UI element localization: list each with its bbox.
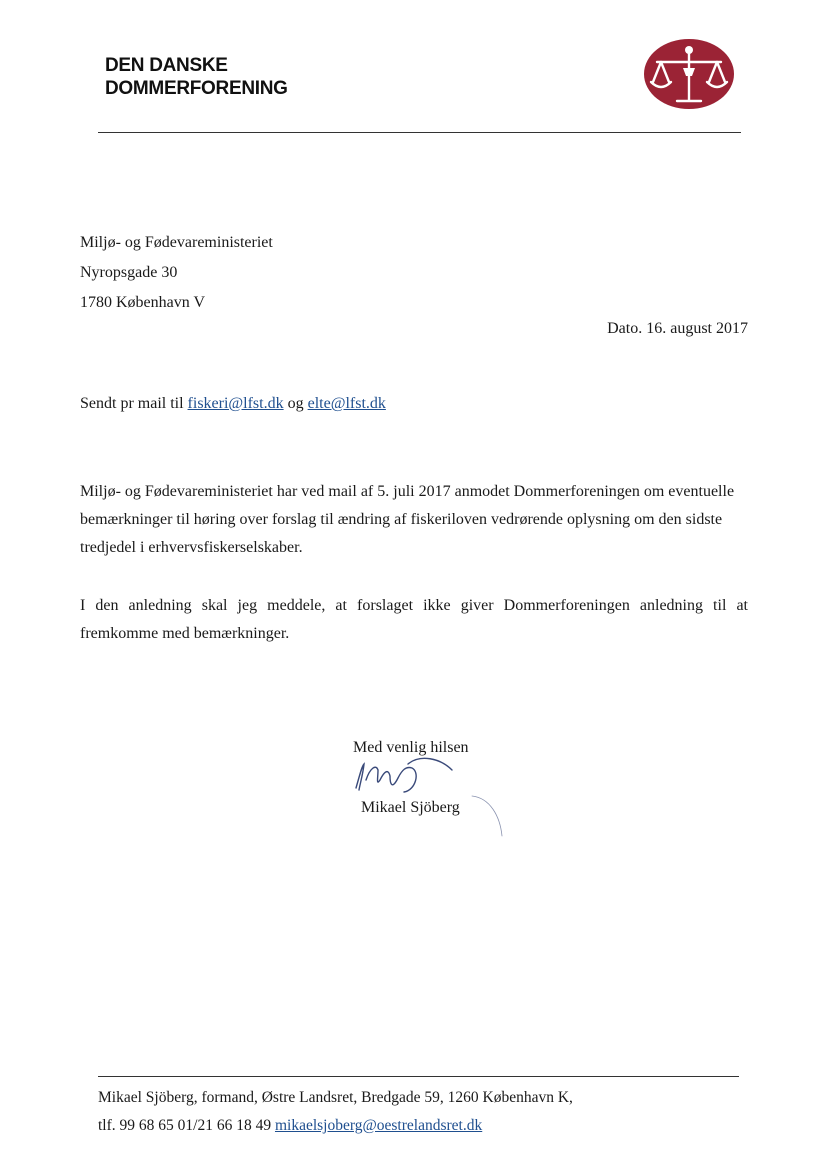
- organization-name-line1: DEN DANSKE: [105, 55, 228, 76]
- recipient-name: Miljø- og Fødevareministeriet: [80, 234, 273, 251]
- scales-of-justice-seal-icon: [643, 38, 735, 110]
- footer-divider: [98, 1076, 739, 1077]
- footer-email-link[interactable]: mikaelsjoberg@oestrelandsret.dk: [274, 1117, 483, 1134]
- recipient-address: [80, 228, 273, 318]
- footer-address: Mikael Sjöberg, formand, Østre Landsret, Bredgade 59, 1260 København K,: [98, 1089, 573, 1106]
- closing-greeting: Med venlig hilsen: [353, 739, 469, 756]
- recipient-city: 1780 København V: [80, 294, 206, 311]
- body-paragraph-1: Miljø- og Fødevareministeriet har ved mail af 5. juli 2017 anmodet Dommerforeningen om eventuelle bemærkninger til høring over forslag til ændring af fiskeriloven vedrørende oplysning om den sidste tredjedel i erhvervsfiskerselskaber.: [80, 483, 735, 556]
- organization-name-line2: DOMMERFORENING: [105, 78, 288, 99]
- letter-date: Dato. 16. august 2017: [607, 320, 748, 337]
- email-link-elte[interactable]: elte@lfst.dk: [307, 395, 386, 412]
- footer-phone: tlf. 99 68 65 01/21 66 18 49: [98, 1117, 272, 1134]
- footer-contact: [98, 1112, 482, 1140]
- signer-name: Mikael Sjöberg: [361, 799, 460, 816]
- email-link-fiskeri[interactable]: fiskeri@lfst.dk: [187, 395, 284, 412]
- sent-connector: og: [287, 395, 304, 412]
- recipient-street: Nyropsgade 30: [80, 264, 178, 281]
- body-paragraph-2: I den anledning skal jeg meddele, at forslaget ikke giver Dommerforeningen anledning til at fremkomme med bemærkninger.: [80, 597, 748, 642]
- sent-by-mail-line: [80, 390, 386, 418]
- organization-name: [105, 54, 288, 100]
- sent-prefix: Sendt pr mail til: [80, 395, 184, 412]
- header-divider: [98, 132, 741, 133]
